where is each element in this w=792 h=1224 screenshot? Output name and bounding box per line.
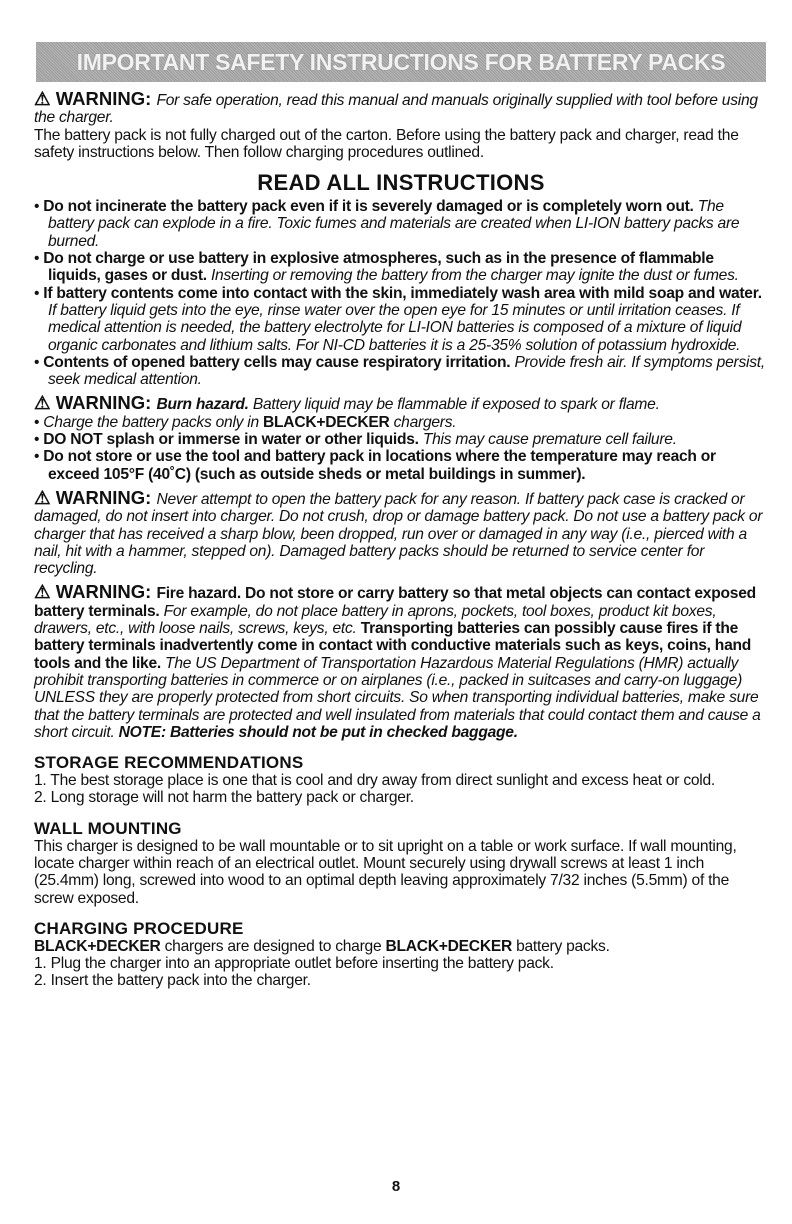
text-run: •: [34, 431, 44, 449]
warning-label: ⚠ WARNING:: [34, 486, 157, 508]
text-run: The battery pack can explode in a fire. Toxic fumes and materials are created when LI-ION battery packs are burned.: [48, 198, 740, 250]
text-run: CHARGING PROCEDURE: [34, 918, 244, 938]
text-run: Do not incinerate the battery pack even if it is severely damaged or is completely worn out.: [43, 198, 698, 216]
text-run: WALL MOUNTING: [34, 818, 182, 838]
text-run: Do not charge or use battery in explosive atmospheres, such as in the presence of flammable liquids, gases or dust.: [43, 250, 714, 285]
bullet-item: [34, 198, 768, 250]
text-run: 1. The best storage place is one that is cool and dry away from direct sunlight and excess heat or cold.: [34, 772, 716, 790]
text-run: BLACK+DECKER: [385, 937, 512, 955]
bullet-item: [34, 250, 768, 285]
text-run: Do not store or use the tool and battery pack in locations where the temperature may reach or exceed 105°F (40˚C) (such as outside sheds or metal buildings in summer).: [43, 448, 716, 483]
text-run: chargers.: [389, 413, 457, 431]
warning-label: ⚠ WARNING:: [34, 581, 157, 603]
warning-paragraph: [34, 583, 768, 741]
text-run: For example, do not place battery in aprons, pockets, tool boxes, product kit boxes, drawers, etc., with loose nails, screws, keys, etc.: [34, 602, 717, 638]
text-run: Battery liquid may be flammable if exposed to spark or flame.: [252, 396, 660, 414]
text-run: Fire hazard. Do not store or carry battery so that metal objects can contact exposed battery terminals.: [34, 585, 756, 620]
text-run: NOTE: Batteries should not be put in checked baggage.: [118, 723, 518, 741]
text-run: Contents of opened battery cells may cause respiratory irritation.: [43, 353, 515, 371]
section-heading: [34, 819, 768, 838]
section-banner: IMPORTANT SAFETY INSTRUCTIONS FOR BATTERY PACKS: [36, 42, 766, 82]
text-run: For safe operation, read this manual and manuals originally supplied with tool before using the charger.: [34, 92, 758, 127]
text-run: BLACK+DECKER: [263, 413, 390, 431]
bullet-item: [34, 414, 768, 431]
text-run: If battery contents come into contact with the skin, immediately wash area with mild soap and water.: [43, 284, 762, 302]
text-run: The US Department of Transportation Hazardous Material Regulations (HMR) actually prohibit transporting batteries in commerce or on airplanes (i.e., packed in suitcases and carry-on luggage) UNLESS they are properly protected from short circuits. So when transporting individual batteries, make sure that the battery terminals are protected and well insulated from materials that could contact them and cause a short circuit.: [34, 654, 761, 741]
text-run: The battery pack is not fully charged out of the carton. Before using the battery pack and charger, read the safety instructions below. Then follow charging procedures outlined.: [34, 126, 739, 161]
text-run: •: [34, 353, 44, 371]
section-heading: [34, 919, 768, 938]
paragraph: [34, 955, 768, 972]
text-run: BLACK+DECKER: [34, 937, 161, 955]
text-run: Transporting batteries can possibly cause fires if the battery terminals inadvertently come in contact with conductive materials such as keys, coins, hand tools and the like.: [34, 620, 752, 672]
bullet-item: [34, 285, 768, 354]
warning-label: ⚠ WARNING:: [34, 88, 157, 109]
text-run: 2. Insert the battery pack into the charger.: [34, 972, 311, 990]
bullet-item: [34, 431, 768, 448]
text-run: STORAGE RECOMMENDATIONS: [34, 753, 304, 773]
section-heading: [34, 170, 768, 196]
paragraph: [34, 127, 768, 162]
warning-label: ⚠ WARNING:: [34, 392, 157, 414]
bullet-item: [34, 448, 768, 483]
page-number: 8: [391, 1178, 401, 1195]
document-body: [34, 84, 768, 990]
text-run: If battery liquid gets into the eye, rinse water over the open eye for 15 minutes or until irritation ceases. If medical attention is needed, the battery electrolyte for LI-ION batteries is composed of a mixture of liquid organic carbonates and lithium salts. For NI-CD batteries it is a 25-35% solution of potassium hydroxide.: [48, 301, 742, 354]
warning-paragraph: [34, 486, 768, 578]
text-run: This charger is designed to be wall mountable or to sit upright on a table or work surface. If wall mounting, locate charger within reach of an electrical outlet. Mount securely using drywall screws at least 1 inch (25.4mm) long, screwed into wood to an optimal depth leaving approximately 7/32 inches (5.5mm) of the screw exposed.: [34, 837, 737, 907]
paragraph: [34, 789, 768, 806]
text-run: Never attempt to open the battery pack for any reason. If battery pack case is cracked or damaged, do not insert into charger. Do not crush, drop or damage battery pack. Do not use a battery pack or charger that has received a sharp blow, been dropped, run over or damaged in any way (i.e., pierced with a nail, hit with a hammer, stepped on). Damaged battery packs should be returned to service center for recycling.: [34, 490, 763, 578]
text-run: READ ALL INSTRUCTIONS: [257, 170, 545, 196]
text-run: Burn hazard.: [156, 396, 253, 414]
text-run: 1. Plug the charger into an appropriate outlet before inserting the battery pack.: [34, 955, 554, 973]
text-run: •: [34, 413, 44, 431]
text-run: Inserting or removing the battery from the charger may ignite the dust or fumes.: [210, 267, 739, 285]
warning-paragraph: [34, 394, 768, 413]
paragraph: [34, 772, 768, 789]
text-run: 2. Long storage will not harm the battery pack or charger.: [34, 789, 414, 807]
text-run: chargers are designed to charge: [160, 937, 386, 955]
text-run: •: [34, 448, 44, 466]
paragraph: [34, 838, 768, 907]
paragraph: [34, 972, 768, 989]
section-heading: [34, 753, 768, 772]
paragraph: [34, 938, 768, 955]
warning-paragraph: [34, 90, 768, 127]
text-run: Charge the battery packs only in: [43, 413, 264, 431]
bullet-item: [34, 354, 768, 389]
text-run: Provide fresh air. If symptoms persist, seek medical attention.: [48, 353, 765, 389]
text-run: •: [34, 198, 44, 216]
text-run: battery packs.: [512, 937, 610, 955]
text-run: •: [34, 250, 44, 268]
text-run: DO NOT splash or immerse in water or other liquids.: [43, 431, 423, 449]
text-run: •: [34, 284, 44, 302]
text-run: This may cause premature cell failure.: [422, 431, 677, 449]
